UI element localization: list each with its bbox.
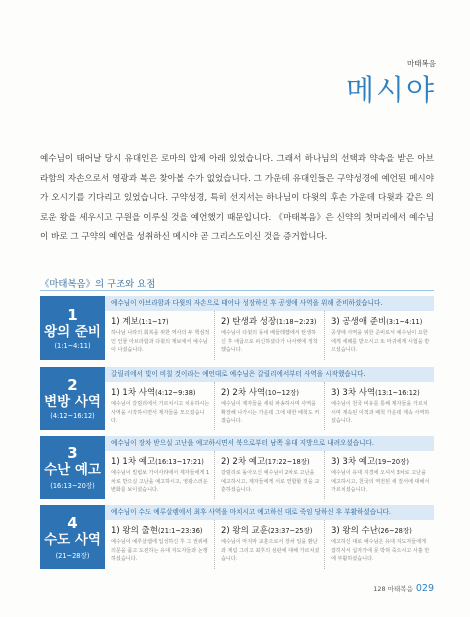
chapter-label: 마태복음 [407, 59, 436, 68]
section-range: (21~28장) [55, 551, 90, 560]
section-body [105, 505, 434, 569]
footer-book: 128 마태복음 [373, 585, 413, 593]
sub-section-title: 2) 2차 사역 [221, 388, 266, 398]
sub-section-title: 1) 계보 [111, 317, 139, 327]
section-label [40, 367, 105, 430]
sub-section-title: 1) 왕의 출현 [111, 526, 158, 536]
sub-section-list [105, 520, 434, 569]
sub-section-heading [221, 315, 320, 327]
sub-section-heading [331, 524, 430, 536]
page-number: 029 [415, 583, 434, 594]
sub-section-list [105, 382, 434, 430]
section-label [40, 505, 105, 569]
sub-section-heading [111, 524, 210, 536]
sub-section [324, 451, 434, 499]
sub-section-heading [331, 455, 430, 467]
sub-section-desc: 예수님이 제자들을 세워 파송하시며 사역을 확장해 나가시는 가운데 그에 대한 배척도 커졌습니다. [221, 401, 320, 425]
section-number: 4 [67, 513, 78, 532]
sub-section-ref: (10~12장) [265, 389, 299, 397]
sub-section-title: 2) 2차 예고 [221, 457, 266, 467]
sub-section-title: 3) 3차 예고 [331, 457, 376, 467]
sub-section-desc: 갈릴리로 돌아오신 예수님이 2차로 고난을 예고하시고, 제자들에게 서로 연합할 것을 교훈하셨습니다. [221, 470, 320, 494]
sub-section [214, 382, 324, 430]
sub-section [105, 382, 214, 430]
sub-section [214, 451, 324, 499]
sub-section-title: 1) 1차 예고 [111, 457, 156, 467]
sub-section-title: 2) 왕의 교훈 [221, 526, 268, 536]
sub-section-ref: (1:1~17) [138, 318, 169, 326]
sub-section-ref: (4:12~9:38) [155, 389, 196, 397]
sub-section [324, 311, 434, 360]
section-divider [40, 290, 434, 291]
sub-section-title: 3) 공생애 준비 [331, 317, 387, 327]
page-footer [373, 583, 434, 594]
section-name: 왕의 준비 [44, 323, 101, 340]
sub-section-desc: 예수님이 갈릴리에서 가르치시고 치유하시는 사역을 시작하시면서 제자들을 모으셨습니다. [111, 401, 210, 425]
sub-section-heading [221, 386, 320, 398]
structure-row [40, 367, 434, 430]
sub-section-heading [111, 315, 210, 327]
sub-section-list [105, 311, 434, 360]
section-body [105, 367, 434, 430]
section-name: 변방 사역 [44, 394, 101, 410]
intro-paragraph: 예수님이 태어날 당시 유대인은 로마의 압제 아래 있었습니다. 그래서 하나님의 선택과 약속을 받은 아브라함의 자손으로서 영광과 복은 찾아볼 수가 없었습니다. 그 가운데 유대인들은 구약성경에 예언된 메시야가 오시기를 기다리고 있었습니다. 구약성경, 특히 선지서는 하나님이 다윗의 후손 가운데 다윗과 같은 의로운 왕을 세우시고 구원을 이루실 것을 예언했기 때문입니다. 《마태복음》은 신약의 첫머리에서 예수님이 바로 그 구약의 예언을 성취하신 메시야 곧 그리스도이신 것을 증거합니다. [40, 154, 434, 243]
sub-section-ref: (21:1~23:36) [157, 527, 203, 535]
section-summary: 예수님이 아브라함과 다윗의 자손으로 태어나 성장하신 후 공생애 사역을 위해 준비하셨습니다. [105, 296, 434, 311]
section-summary: 예수님이 장차 받으실 고난을 예고하시면서 북으로부터 남쪽 유대 지방으로 내려오셨습니다. [105, 436, 434, 451]
sub-section-title: 2) 탄생과 성장 [221, 317, 277, 327]
sub-section-desc: 예수님이 다윗의 동네 베들레헴에서 탄생하신 후 애굽으로 피신하셨다가 나사렛에 정착했습니다. [221, 330, 318, 354]
section-name: 수난 예고 [44, 462, 101, 478]
sub-section-title: 3) 왕의 수난 [331, 526, 378, 536]
section-title: 《마태복음》의 구조와 요점 [40, 279, 156, 290]
sub-section-heading [111, 386, 210, 398]
sub-section-ref: (1:18~2:23) [276, 318, 317, 326]
section-name: 수도 사역 [44, 531, 101, 548]
structure-row [40, 436, 434, 499]
page-title: 메시야 [345, 73, 436, 107]
section-number: 1 [67, 305, 78, 324]
sub-section-heading [331, 315, 430, 327]
sub-section-heading [221, 524, 320, 536]
section-range: (4:12~16:12) [50, 412, 95, 420]
sub-section [105, 520, 214, 569]
section-range: (1:1~4:11) [54, 341, 91, 350]
sub-section-ref: (3:1~4:11) [386, 318, 423, 326]
sub-section-ref: (23:37~25장) [267, 527, 313, 535]
sub-section [324, 382, 434, 430]
structure-row [40, 505, 434, 569]
sub-section-desc: 예수님이 천국 비유를 통해 제자들을 가르치시며 계속된 이적과 배척 가운데 계속 사역하셨습니다. [331, 401, 430, 425]
sub-section-ref: (13:1~16:12) [375, 389, 420, 397]
sub-section-heading [221, 455, 320, 467]
sub-section-desc: 예수님이 예루살렘에 입성하신 후 그 권위에 의문을 품고 도전하는 유대 지도자들과 논쟁하셨습니다. [111, 539, 208, 563]
sub-section-heading [111, 455, 210, 467]
section-range: (16:13~20장) [50, 482, 95, 490]
sub-section-ref: (26~28장) [377, 527, 412, 535]
sub-section-desc: 공생애 사역을 위한 준비로서 예수님이 요한에게 세례를 받으시고 또 마귀에게 시험을 받으셨습니다. [331, 330, 430, 354]
sub-section-title: 1) 1차 사역 [111, 388, 156, 398]
sub-section-desc: 예수님이 마지막 교훈으로서 장차 일을 환난과 재림 그리고 최후의 심판에 대해 가르치셨습니다. [221, 539, 320, 563]
sub-section [105, 451, 214, 499]
sub-section-ref: (19~20장) [375, 458, 409, 466]
section-summary: 갈릴리에서 빛이 비칠 것이라는 예언대로 예수님은 갈릴리에서부터 사역을 시작했습니다. [105, 367, 434, 382]
section-number: 2 [67, 376, 78, 394]
section-body [105, 436, 434, 499]
sub-section-desc: 예고하신 대로 예수님은 유대 지도자들에게 잡히셔서 십자가에 못 박혀 죽으시고 사흘 만에 부활하셨습니다. [331, 539, 430, 563]
sub-section-ref: (16:13~17:21) [155, 458, 204, 466]
sub-section-desc: 예수님이 빌립보 가이사랴에서 제자들에게 1차로 받으실 고난을 예고하시고, 영광스러운 변화를 보이셨습니다. [111, 470, 210, 494]
sub-section-title: 3) 3차 사역 [331, 388, 376, 398]
sub-section [214, 311, 324, 360]
section-number: 3 [67, 444, 78, 462]
section-body [105, 296, 434, 360]
sub-section [324, 520, 434, 569]
sub-section-desc: 예수님이 유대 지경에 오셔서 3차로 고난을 예고하시고, 천국의 역전된 새 질서에 대해서 가르치셨습니다. [331, 470, 430, 494]
section-label [40, 296, 105, 360]
section-summary: 예수님이 수도 예루살렘에서 최후 사역을 마치시고 예고하신 대로 죽임 당하신 후 부활하셨습니다. [105, 505, 434, 520]
sub-section-list [105, 451, 434, 499]
sub-section-heading [331, 386, 430, 398]
sub-section-ref: (17:22~18장) [265, 458, 310, 466]
sub-section [105, 311, 214, 360]
section-label [40, 436, 105, 499]
sub-section-desc: 하나님 나라의 회복을 위한 역사의 두 핵심적인 인물 아브라함과 다윗의 계보에서 예수님이 나셨습니다. [111, 330, 210, 354]
structure-row [40, 296, 434, 360]
sub-section [214, 520, 324, 569]
